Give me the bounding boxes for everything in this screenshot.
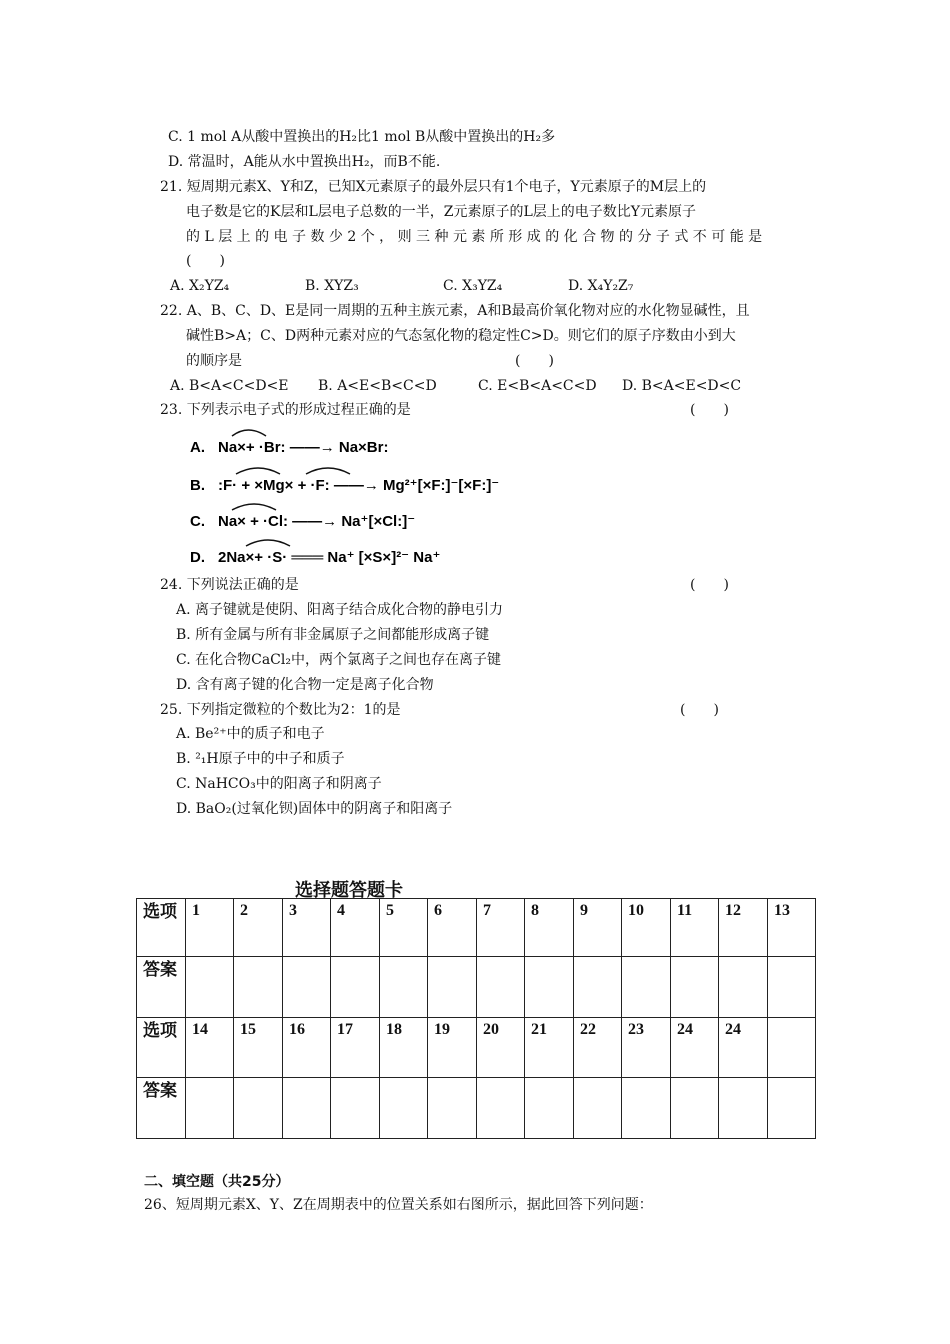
q21-option-b: B. XYZ₃ bbox=[305, 278, 359, 294]
answer-cell[interactable] bbox=[719, 957, 768, 1018]
answer-cell[interactable] bbox=[234, 1078, 283, 1139]
q21-stem-line3: 的 L 层 上 的 电 子 数 少 2 个 ， 则 三 种 元 素 所 形 成 的 化 合 物 的 分 子 式 不 可 能 是 bbox=[186, 229, 763, 245]
q25-option-d: D. BaO₂(过氧化钡)固体中的阴离子和阳离子 bbox=[176, 801, 453, 817]
answer-cell[interactable] bbox=[283, 957, 331, 1018]
option-label-1: 选项 bbox=[137, 899, 186, 957]
answer-row-2 bbox=[137, 1078, 816, 1139]
row-b-arrow-left bbox=[236, 468, 280, 474]
figure-row-a bbox=[190, 430, 388, 456]
q23-stem: 23. 下列表示电子式的形成过程正确的是 bbox=[160, 402, 411, 418]
q22-option-d: D. B<A<E<D<C bbox=[622, 378, 742, 394]
answer-cell[interactable] bbox=[768, 1078, 816, 1139]
q22-stem-line2: 碱性B>A；C、D两种元素对应的气态氢化物的稳定性C>D。则它们的原子序数由小到大 bbox=[186, 328, 736, 344]
answer-cell[interactable] bbox=[671, 1078, 719, 1139]
answer-label-1: 答案 bbox=[137, 957, 186, 1018]
q22-answer-paren: ( ) bbox=[515, 353, 554, 369]
question-number-cell: 21 bbox=[525, 1018, 574, 1078]
option-row-2 bbox=[137, 1018, 816, 1078]
q24-stem: 24. 下列说法正确的是 bbox=[160, 577, 299, 593]
question-number-cell: 6 bbox=[428, 899, 477, 957]
q25-option-b: B. ²₁H原子中的中子和质子 bbox=[176, 751, 345, 767]
answer-cell[interactable] bbox=[719, 1078, 768, 1139]
q25-option-a: A. Be²⁺中的质子和电子 bbox=[176, 726, 325, 742]
answer-cell[interactable] bbox=[622, 1078, 671, 1139]
row-a-arrow bbox=[232, 430, 266, 436]
row-a-label: A. bbox=[190, 439, 205, 456]
q21-option-d: D. X₄Y₂Z₇ bbox=[568, 278, 634, 294]
q25-answer-paren: ( ) bbox=[680, 702, 719, 718]
q22-option-a: A. B<A<C<D<E bbox=[170, 378, 289, 394]
q21-option-a: A. X₂YZ₄ bbox=[170, 278, 230, 294]
question-number-cell: 4 bbox=[331, 899, 380, 957]
q22-option-c: C. E<B<A<C<D bbox=[478, 378, 597, 394]
section2-title: 二、填空题（共25分） bbox=[144, 1174, 290, 1190]
answer-cell[interactable] bbox=[525, 1078, 574, 1139]
row-d-label: D. bbox=[190, 549, 205, 566]
row-d-arrow bbox=[246, 540, 290, 546]
q24-option-a: A. 离子键就是使阴、阳离子结合成化合物的静电引力 bbox=[176, 602, 504, 618]
question-number-cell: 23 bbox=[622, 1018, 671, 1078]
question-number-cell: 15 bbox=[234, 1018, 283, 1078]
question-number-cell: 14 bbox=[186, 1018, 234, 1078]
q25-option-c: C. NaHCO₃中的阳离子和阴离子 bbox=[176, 776, 382, 792]
answer-cell[interactable] bbox=[380, 1078, 428, 1139]
question-number-cell: 20 bbox=[477, 1018, 525, 1078]
q23-answer-paren: ( ) bbox=[690, 402, 729, 418]
row-b-label: B. bbox=[190, 477, 205, 494]
question-number-cell: 16 bbox=[283, 1018, 331, 1078]
question-number-cell: 24 bbox=[671, 1018, 719, 1078]
q26-stem: 26、短周期元素X、Y、Z在周期表中的位置关系如右图所示，据此回答下列问题： bbox=[144, 1197, 653, 1213]
answer-cell[interactable] bbox=[428, 1078, 477, 1139]
answer-cell[interactable] bbox=[234, 957, 283, 1018]
question-number-cell: 18 bbox=[380, 1018, 428, 1078]
question-number-cell: 17 bbox=[331, 1018, 380, 1078]
q22-stem-line1: 22. A、B、C、D、E是同一周期的五种主族元素，A和B最高价氧化物对应的水化物显碱性，且 bbox=[160, 303, 750, 319]
answer-cell[interactable] bbox=[186, 1078, 234, 1139]
answer-cell[interactable] bbox=[331, 957, 380, 1018]
question-number-cell: 9 bbox=[574, 899, 622, 957]
answer-label-2: 答案 bbox=[137, 1078, 186, 1139]
question-number-cell bbox=[768, 1018, 816, 1078]
q21-stem-line2: 电子数是它的K层和L层电子总数的一半，Z元素原子的L层上的电子数比Y元素原子 bbox=[186, 204, 697, 220]
row-c-label: C. bbox=[190, 513, 205, 530]
answer-row-1 bbox=[137, 957, 816, 1018]
q20-option-d: D. 常温时，A能从水中置换出H₂，而B不能. bbox=[168, 154, 441, 170]
answer-cell[interactable] bbox=[380, 957, 428, 1018]
row-b-arrow-right bbox=[306, 468, 350, 474]
figure-row-d bbox=[190, 540, 440, 566]
question-number-cell: 3 bbox=[283, 899, 331, 957]
question-number-cell: 22 bbox=[574, 1018, 622, 1078]
q21-answer-paren: ( ) bbox=[186, 253, 225, 269]
row-d-formula: 2Na×+ ·S· ═══ Na⁺ [×S×]²⁻ Na⁺ bbox=[218, 549, 441, 566]
answer-cell[interactable] bbox=[622, 957, 671, 1018]
question-number-cell: 8 bbox=[525, 899, 574, 957]
row-b-formula: :F· + ×Mg× + ·F: ——→ Mg²⁺[×F:]⁻[×F:]⁻ bbox=[218, 477, 500, 494]
answer-cell[interactable] bbox=[477, 1078, 525, 1139]
answer-cell[interactable] bbox=[186, 957, 234, 1018]
row-a-formula: Na×+ ·Br: ——→ Na×Br: bbox=[218, 439, 389, 456]
question-number-cell: 5 bbox=[380, 899, 428, 957]
q24-option-c: C. 在化合物CaCl₂中，两个氯离子之间也存在离子键 bbox=[176, 652, 501, 668]
question-number-cell: 13 bbox=[768, 899, 816, 957]
question-number-cell: 19 bbox=[428, 1018, 477, 1078]
answer-cell[interactable] bbox=[477, 957, 525, 1018]
answer-cell[interactable] bbox=[671, 957, 719, 1018]
question-number-cell: 24 bbox=[719, 1018, 768, 1078]
option-label-2: 选项 bbox=[137, 1018, 186, 1078]
q24-option-b: B. 所有金属与所有非金属原子之间都能形成离子键 bbox=[176, 627, 490, 643]
answer-cell[interactable] bbox=[768, 957, 816, 1018]
answer-cell[interactable] bbox=[574, 1078, 622, 1139]
q24-answer-paren: ( ) bbox=[690, 577, 729, 593]
figure-row-c bbox=[190, 504, 415, 530]
q22-option-b: B. A<E<B<C<D bbox=[318, 378, 437, 394]
answer-cell[interactable] bbox=[428, 957, 477, 1018]
answer-cell[interactable] bbox=[574, 957, 622, 1018]
figure-row-b bbox=[190, 468, 499, 494]
question-number-cell: 10 bbox=[622, 899, 671, 957]
question-number-cell: 12 bbox=[719, 899, 768, 957]
q22-stem-line3: 的顺序是 bbox=[186, 353, 242, 369]
row-c-arrow bbox=[232, 504, 276, 510]
answer-cell[interactable] bbox=[525, 957, 574, 1018]
option-row-1 bbox=[137, 899, 816, 957]
answer-card-title: 选择题答题卡 bbox=[295, 880, 403, 901]
answer-cell[interactable] bbox=[283, 1078, 331, 1139]
q21-option-c: C. X₃YZ₄ bbox=[443, 278, 503, 294]
question-number-cell: 1 bbox=[186, 899, 234, 957]
q25-stem: 25. 下列指定微粒的个数比为2：1的是 bbox=[160, 702, 401, 718]
answer-cell[interactable] bbox=[331, 1078, 380, 1139]
question-number-cell: 2 bbox=[234, 899, 283, 957]
q21-stem-line1: 21. 短周期元素X、Y和Z，已知X元素原子的最外层只有1个电子，Y元素原子的M层上的 bbox=[160, 179, 707, 195]
q23-electron-formula-figure bbox=[188, 426, 588, 572]
question-number-cell: 7 bbox=[477, 899, 525, 957]
answer-card-table bbox=[136, 898, 816, 1139]
q24-option-d: D. 含有离子键的化合物一定是离子化合物 bbox=[176, 677, 434, 693]
question-number-cell: 11 bbox=[671, 899, 719, 957]
row-c-formula: Na× + ·Cl: ——→ Na⁺[×Cl:]⁻ bbox=[218, 513, 416, 530]
q20-option-c: C. 1 mol A从酸中置换出的H₂比1 mol B从酸中置换出的H₂多 bbox=[168, 129, 556, 145]
